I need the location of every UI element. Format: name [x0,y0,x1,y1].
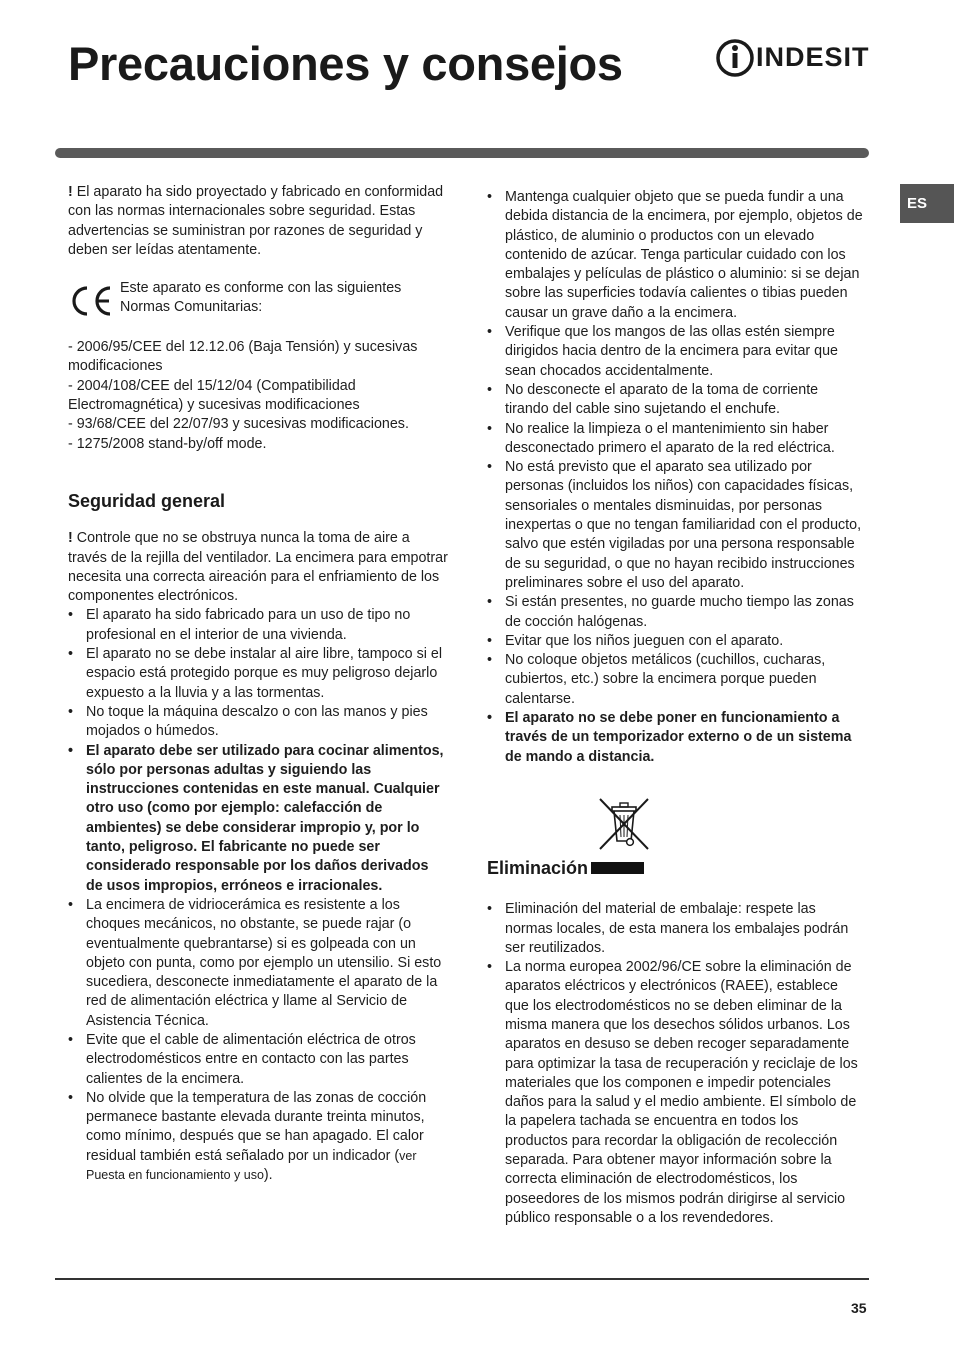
list-item-text: No olvide que la temperatura de las zonas de cocción permanece bastante elevada durante treinta minutos, como mínimo, después que se han apagado. El calor residual también está señalado por un indicador ( [86,1089,427,1164]
elim-title: Eliminación [487,857,589,878]
language-tab: ES [900,184,954,223]
page-title: Precauciones y consejos [68,37,623,90]
list-item [68,1089,448,1185]
footer-rule [55,1278,869,1280]
warning-mark: ! [68,530,73,547]
list-item: • La encimera de vidriocerámica es resistente a los choques mecánicos, no obstante, se puede rajar (o eventualmente quebrantarse) si es golpeada con un objeto con punta, como por ejemplo un utensilio. Si esto sucediera, desconecte inmediatamente el aparato de la red de alimentación eléctrica y llame al Servicio de Asistencia Técnica. [68,896,448,1031]
list-item: • No toque la máquina descalzo o con las manos y pies mojados o húmedos. [68,703,448,742]
intro-paragraph [68,183,448,260]
left-column [68,183,448,1185]
brand-logo [716,36,872,80]
ce-mark-icon [68,284,114,318]
list-item: • Verifique que los mangos de las ollas estén siempre dirigidos hacia dentro de la encimera para evitar que sean chocados accidentalmente. [487,323,865,381]
norms-list [68,338,448,454]
safety-bullets [68,606,448,1185]
safety-intro-text: Controle que no se obstruya nunca la toma de aire a través de la rejilla del ventilador. La encimera para empotrar necesita una correcta aireación para el enfriamiento de los componentes electrónicos. [68,530,448,605]
safety-intro [68,529,448,606]
crossed-bin-icon [597,797,651,851]
norm-item: - 93/68/CEE del 22/07/93 y sucesivas modificaciones. [68,416,409,433]
brand-wordmark: INDESIT [756,42,870,72]
list-item: • No está previsto que el aparato sea utilizado por personas (incluidos los niños) con capacidades físicas, sensoriales o mentales disminuidas, por personas inexpertas o que no tengan familiaridad con el producto, salvo que estén vigiladas por una persona responsable de su seguridad, o que no hayan recibido instrucciones preliminares sobre el uso del aparato. [487,458,865,593]
weee-symbol [487,797,865,855]
list-item: • No coloque objetos metálicos (cuchillos, cucharas, cubiertos, etc.) sobre la encimera porque pueden calentarse. [487,651,865,709]
safety-bullets-continued [487,188,865,767]
section-heading-eliminacion [487,859,865,878]
cross-reference: ver Puesta en funcionamiento y uso [86,1148,417,1183]
section-heading-seguridad: Seguridad general [68,490,226,511]
list-item: • El aparato ha sido fabricado para un uso de tipo no profesional en el interior de una vivienda. [68,606,448,645]
warning-mark: ! [68,184,73,200]
norm-item: - 2006/95/CEE del 12.12.06 (Baja Tensión) y sucesivas modificaciones [68,339,418,375]
norm-item: - 2004/108/CEE del 15/12/04 (Compatibilidad Electromagnética) y sucesivas modificaciones [68,377,360,414]
list-item: • El aparato debe ser utilizado para cocinar alimentos, sólo por personas adultas y siguiendo las instrucciones contenidas en este manual. Cualquier otro uso (como por ejemplo: calefacción de ambientes) se debe considerar impropio y, por lo tanto, peligroso. El fabricante no puede ser considerado responsable por los daños derivados de usos impropios, erróneos e irracionales. [68,742,448,896]
list-item: • El aparato no se debe poner en funcionamiento a través de un temporizador externo o de un sistema de mando a distancia. [487,709,865,767]
list-item: • El aparato no se debe instalar al aire libre, tampoco si el espacio está protegido porque es muy peligroso dejarlo expuesto a la lluvia y a las tormentas. [68,645,448,703]
ce-text: Este aparato es conforme con las siguientes Normas Comunitarias: [120,280,402,316]
list-item-text-end: ). [263,1167,273,1184]
right-column [487,188,865,1228]
list-item: • Mantenga cualquier objeto que se pueda fundir a una debida distancia de la encimera, por ejemplo, objetos de plástico, de aluminio o productos con un elevado contenido de azúcar. Tenga particular cuidado con los embalajes y películas de plástico o aluminio: si se dejan sobre las superficies todavía calientes o tibias pueden causar un grave daño a la encimera. [487,188,865,323]
ce-conformity [68,279,448,319]
list-item: • No realice la limpieza o el mantenimiento sin haber desconectado primero el aparato de la red eléctrica. [487,420,865,459]
elimination-bullets [487,900,865,1228]
list-item: • La norma europea 2002/96/CE sobre la eliminación de aparatos eléctricos y electrónicos (RAEE), establece que los electrodomésticos no se deben eliminar de la misma manera que los desechos sólidos urbanos. Los aparatos en desuso se deben recoger separadamente para optimizar la tasa de recuperación y reciclaje de los materiales que los componen e impedir potenciales daños para la salud y el medio ambiente. El símbolo de la papelera tachada se encuentra en todos los productos para recordar la obligación de recolección separada. Para obtener mayor información sobre la correcta eliminación de electrodomésticos, los poseedores de los mismos podrán dirigirse al servicio público responsable o a los revendedores. [487,958,865,1228]
list-item: • No desconecte el aparato de la toma de corriente tirando del cable sino sujetando el enchufe. [487,381,865,420]
indesit-i-icon [716,36,756,80]
intro-text: El aparato ha sido proyectado y fabricado en conformidad con las normas internacionales sobre seguridad. Estas advertencias se suministran por razones de seguridad y deben ser leídas atentamente. [68,184,444,258]
weee-bar [591,862,644,874]
norm-item: - 1275/2008 stand-by/off mode. [68,435,267,452]
list-item: • Evite que el cable de alimentación eléctrica de otros electrodomésticos entre en contacto con las partes calientes de la encimera. [68,1031,448,1089]
list-item: • Evitar que los niños jueguen con el aparato. [487,632,865,651]
list-item: • Si están presentes, no guarde mucho tiempo las zonas de cocción halógenas. [487,593,865,632]
page-number: 35 [851,1300,867,1316]
header-rule [55,148,869,158]
list-item: • Eliminación del material de embalaje: respete las normas locales, de esta manera los embalajes podrán ser reutilizados. [487,900,865,958]
